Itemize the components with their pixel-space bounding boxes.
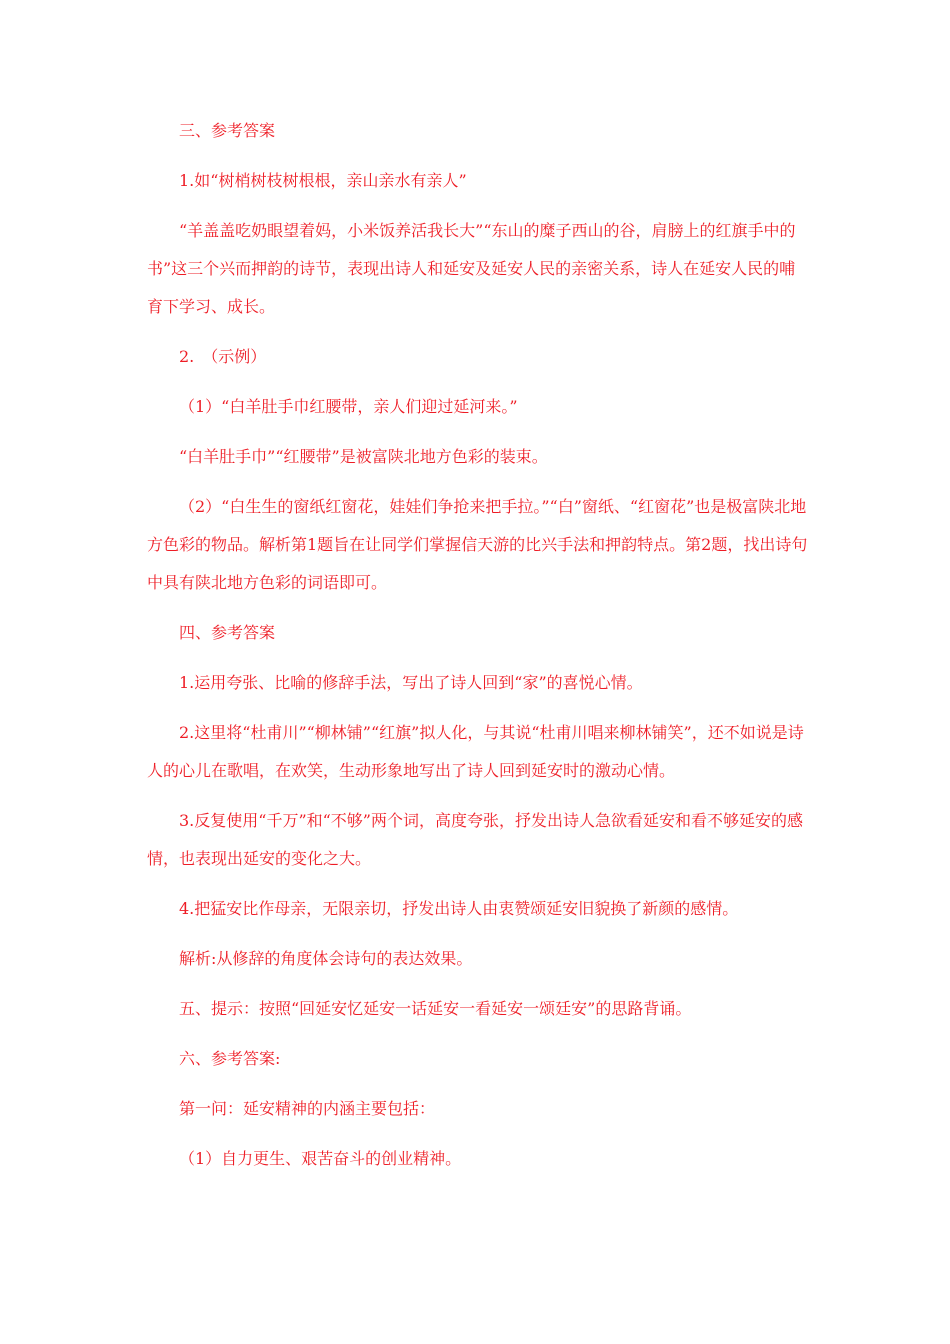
section-heading-4: 四、参考答案 [179,623,276,642]
answer-paragraph: 4.把猛安比作母亲，无限亲切，抒发出诗人由衷赞颂延安旧貌换了新颜的感情。 [179,899,739,918]
section-heading-6: 六、参考答案: [179,1049,281,1068]
answer-paragraph: （1）“白羊肚手巾红腰带，亲人们迎过延河来。” [179,397,518,416]
answer-paragraph: “羊盖盖吃奶眼望着妈，小米饭养活我长大”“东山的糜子西山的谷，肩膀上的红旗手中的书”这三个兴而押韵的诗节，表现出诗人和延安及延安人民的亲密关系，诗人在延安人民的哺育下学习、成长。 [147,221,796,316]
answer-paragraph: （1）自力更生、艰苦奋斗的创业精神。 [179,1149,462,1168]
answer-paragraph: 3.反复使用“千万”和“不够”两个词，高度夸张，抒发出诗人急欲看延安和看不够延安的感情，也表现出延安的变化之大。 [147,811,803,868]
answer-paragraph: （2）“白生生的窗纸红窗花，娃娃们争抢来把手拉。”“白”窗纸、“红窗花”也是极富陕北地方色彩的物品。解析第1题旨在让同学们掌握信天游的比兴手法和押韵特点。第2题，找出诗句中具有陕北地方色彩的词语即可。 [147,497,808,592]
section-heading-5: 五、提示：按照“回延安忆延安一话延安一看延安一颂廷安”的思路背诵。 [179,999,692,1018]
document-body [147,112,809,1190]
answer-paragraph: 2. （示例） [179,347,267,366]
answer-paragraph: 1.运用夸张、比喻的修辞手法，写出了诗人回到“家”的喜悦心情。 [179,673,643,692]
answer-paragraph: 2.这里将“杜甫川”“柳林铺”“红旗”拟人化，与其说“杜甫川唱来柳林铺笑”，还不如说是诗人的心儿在歌唱，在欢笑，生动形象地写出了诗人回到延安时的激动心情。 [147,723,804,780]
answer-paragraph: “白羊肚手巾”“红腰带”是被富陕北地方色彩的装束。 [179,447,548,466]
answer-paragraph: 第一问：延安精神的内涵主要包括： [179,1099,436,1118]
answer-paragraph: 1.如“树梢树枝树根根，亲山亲水有亲人” [179,171,467,190]
analysis-paragraph: 解析:从修辞的角度体会诗句的表达效果。 [179,949,473,968]
section-heading-3: 三、参考答案 [179,121,276,140]
